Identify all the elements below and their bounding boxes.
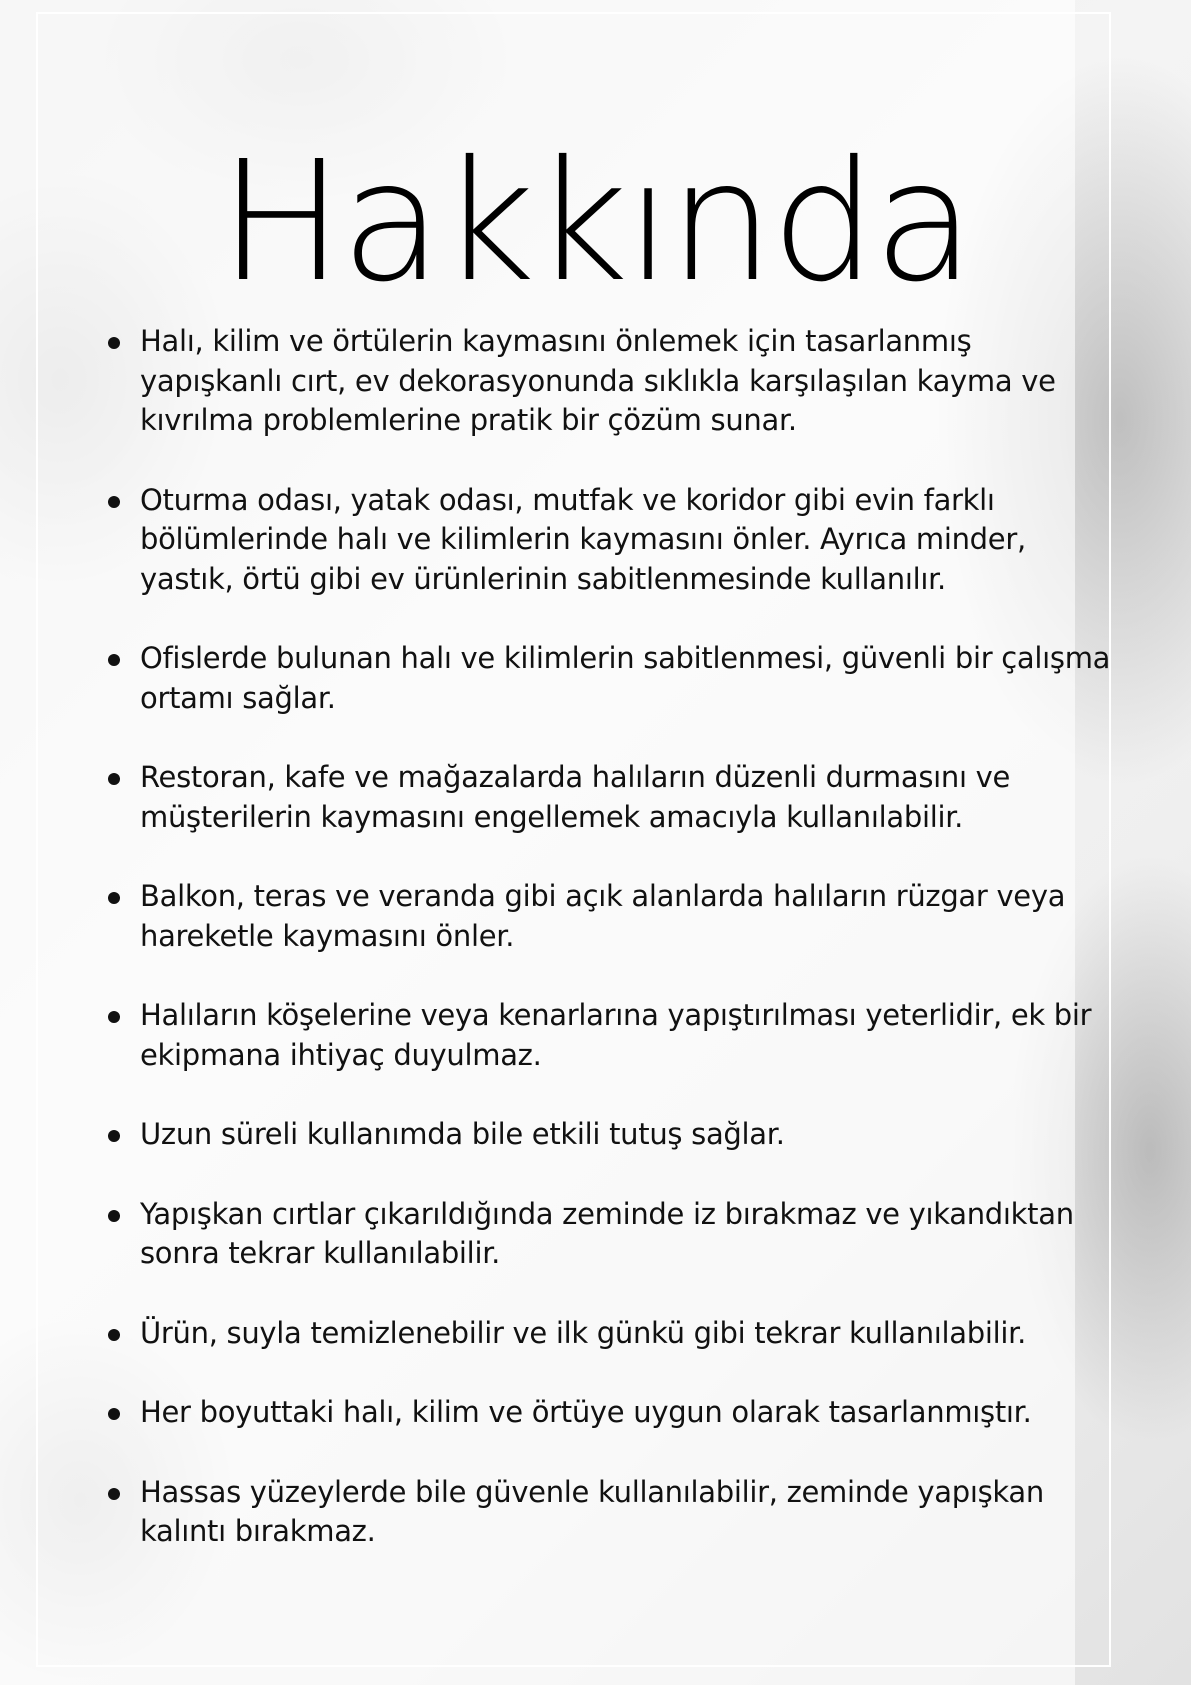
list-item <box>106 1115 1116 1155</box>
bullet-icon <box>108 1329 120 1341</box>
list-item-text: Her boyuttaki halı, kilim ve örtüye uygun olarak tasarlanmıştır. <box>140 1395 1032 1429</box>
list-item-text: Hassas yüzeylerde bile güvenle kullanılabilir, zeminde yapışkan kalıntı bırakmaz. <box>140 1474 1044 1548</box>
list-item <box>106 758 1116 837</box>
list-item <box>106 481 1116 600</box>
bullet-icon <box>108 654 120 666</box>
page-title: Hakkında <box>218 126 973 319</box>
list-item-text: Halıların köşelerine veya kenarlarına yapıştırılması yeterlidir, ek bir ekipmana ihtiyaç duyulmaz. <box>140 998 1092 1072</box>
list-item <box>106 1195 1116 1274</box>
bullet-icon <box>108 1210 120 1222</box>
list-item-text: Uzun süreli kullanımda bile etkili tutuş sağlar. <box>140 1117 785 1151</box>
feature-list <box>106 322 1116 1592</box>
bullet-icon <box>108 1011 120 1023</box>
list-item <box>106 322 1116 441</box>
bullet-icon <box>108 1130 120 1142</box>
list-item <box>106 1473 1116 1552</box>
list-item-text: Oturma odası, yatak odası, mutfak ve koridor gibi evin farklı bölümlerinde halı ve kilimlerin kaymasını önler. Ayrıca minder, yastık, örtü gibi ev ürünlerinin sabitlenmesinde kullanılır. <box>140 482 1026 596</box>
list-item <box>106 996 1116 1075</box>
list-item <box>106 1393 1116 1433</box>
list-item-text: Restoran, kafe ve mağazalarda halıların düzenli durmasını ve müşterilerin kaymasını engellemek amacıyla kullanılabilir. <box>140 760 1011 834</box>
list-item-text: Ofislerde bulunan halı ve kilimlerin sabitlenmesi, güvenli bir çalışma ortamı sağlar. <box>140 641 1111 715</box>
list-item <box>106 877 1116 956</box>
list-item <box>106 639 1116 718</box>
list-item-text: Balkon, teras ve veranda gibi açık alanlarda halıların rüzgar veya hareketle kaymasını önler. <box>140 879 1066 953</box>
list-item <box>106 1314 1116 1354</box>
bullet-icon <box>108 1488 120 1500</box>
list-item-text: Halı, kilim ve örtülerin kaymasını önlemek için tasarlanmış yapışkanlı cırt, ev dekorasyonunda sıklıkla karşılaşılan kayma ve kıvrılma problemlerine pratik bir çözüm sunar. <box>140 324 1056 437</box>
list-item-text: Yapışkan cırtlar çıkarıldığında zeminde iz bırakmaz ve yıkandıktan sonra tekrar kullanılabilir. <box>140 1196 1074 1270</box>
list-item-text: Ürün, suyla temizlenebilir ve ilk günkü gibi tekrar kullanılabilir. <box>140 1315 1027 1350</box>
bullet-icon <box>108 1408 120 1420</box>
bullet-icon <box>108 892 120 904</box>
bullet-icon <box>108 773 120 785</box>
bullet-icon <box>108 496 120 508</box>
bullet-icon <box>108 337 120 349</box>
